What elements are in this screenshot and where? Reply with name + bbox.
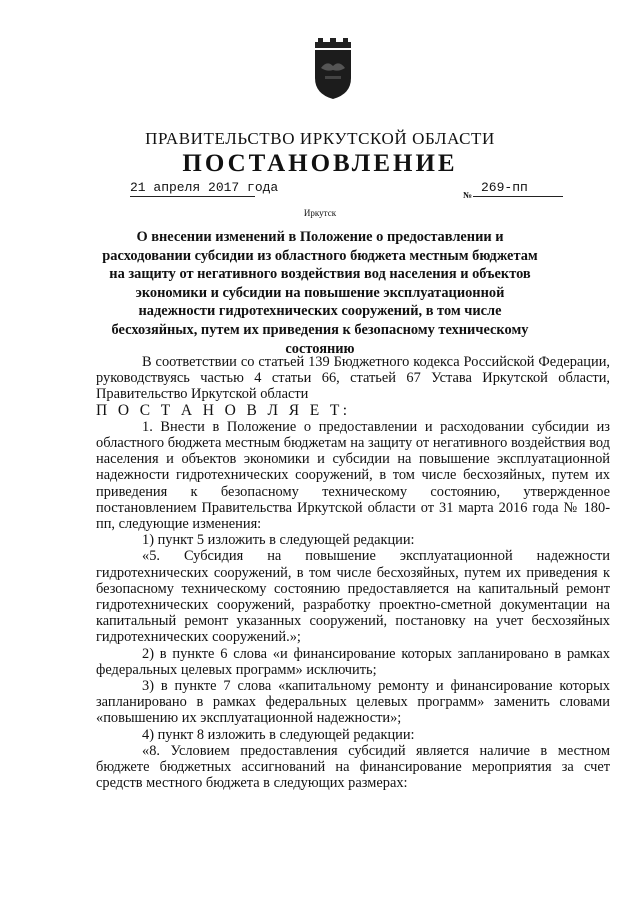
number-sign: № <box>463 190 473 200</box>
city-name: Иркутск <box>303 208 337 218</box>
paragraph-2: 1) пункт 5 изложить в следующей редакции: <box>142 532 415 549</box>
document-type: ПОСТАНОВЛЕНИЕ <box>182 150 458 177</box>
paragraph-3: «5. Субсидия на повышение эксплуатационной надежности гидротехнических сооружений, в том числе бесхозяйных, путем их приведения к безопасному техническому состоянию предоставляется на капитальный ремонт гидротехнических сооружений, разработку проектно-сметной документации на капитальный ремонт указанных сооружений, постановку на учет бесхозяйных гидротехнических сооружений.»; <box>96 548 610 646</box>
document-title: О внесении изменений в Положение о предоставлении и расходовании субсидии из областного бюджета местным бюджетам на защиту от негативного воздействия вод населения и объектов экономики и субсидии на повышение эксплуатационной надежности гидротехнических сооружений, в том числе бесхозяйных, путем их приведения к безопасному техническому состоянию <box>102 229 538 357</box>
document-number: 269-пп <box>473 180 563 197</box>
document-body <box>96 354 610 791</box>
paragraph-7: «8. Условием предоставления субсидий является наличие в местном бюджете бюджетных ассигнований на финансирование мероприятия за счет средств местного бюджета в следующих размерах: <box>96 742 610 792</box>
preamble-paragraph: В соответствии со статьей 139 Бюджетного кодекса Российской Федерации, руководствуясь частью 4 статьи 66, статьей 67 Устава Иркутской области, Правительство Иркутской области <box>96 354 610 403</box>
paragraph-4: 2) в пункте 6 слова «и финансирование которых запланировано в рамках федеральных целевых программ» исключить; <box>96 645 610 678</box>
document-date: 21 апреля 2017 года <box>130 180 279 195</box>
paragraph-1: 1. Внести в Положение о предоставлении и расходовании субсидии из областного бюджета местным бюджетам на защиту от негативного воздействия вод населения и объектов экономики и субсидии на повышение эксплуатационной надежности гидротехнических сооружений, в том числе бесхозяйных, путем их приведения к безопасному техническому состоянию, утвержденное постановлением Правительства Иркутской области от 31 марта 2016 года № 180-пп, следующие изменения: <box>96 418 610 533</box>
coat-of-arms-icon <box>313 38 353 100</box>
organization-name: ПРАВИТЕЛЬСТВО ИРКУТСКОЙ ОБЛАСТИ <box>145 129 495 148</box>
paragraph-5: 3) в пункте 7 слова «капитальному ремонту и финансирование которых запланировано в рамках федеральных целевых программ» заменить словами «повышению их эксплуатационной надежности»; <box>96 678 610 727</box>
resolves-heading: П О С Т А Н О В Л Я Е Т: <box>96 401 351 419</box>
paragraph-6: 4) пункт 8 изложить в следующей редакции: <box>142 726 415 743</box>
